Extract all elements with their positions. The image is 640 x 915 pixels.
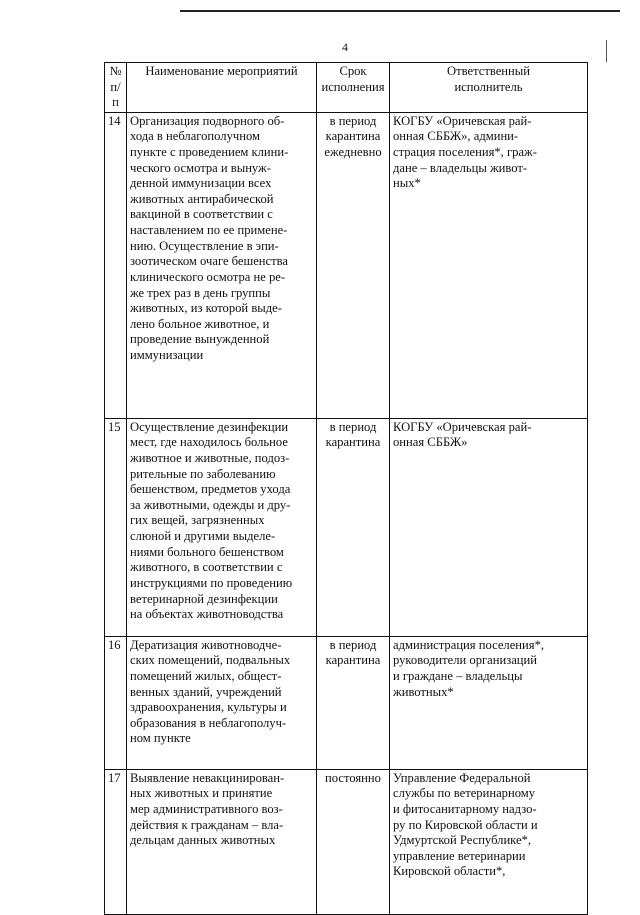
- edge-mark: [606, 40, 607, 62]
- row-name: Выявление невакцинирован- ных животных и принятие мер административного воз- действия к гражданам – вла- дельцам данных животных: [127, 769, 317, 914]
- header-name: Наименование мероприятий: [127, 63, 317, 113]
- row-responsible: КОГБУ «Оричевская рай- онная СББЖ», админи- страция поселения*, граж- дане – владельцы живот- ных*: [390, 112, 588, 418]
- table-header-row: [105, 63, 588, 113]
- row-responsible: КОГБУ «Оричевская рай- онная СББЖ»: [390, 418, 588, 636]
- header-term: Срок исполнения: [317, 63, 390, 113]
- row-term: в период карантина ежедневно: [317, 112, 390, 418]
- row-num: 15: [105, 418, 127, 636]
- row-num: 16: [105, 636, 127, 769]
- table-row: [105, 769, 588, 914]
- table-row: [105, 636, 588, 769]
- header-num: № п/п: [105, 63, 127, 113]
- row-name: Дератизация животноводче- ских помещений, подвальных помещений жилых, общест- венных зданий, учреждений здравоохранения, культуры и образования в неблагополуч- ном пункте: [127, 636, 317, 769]
- page-number: 4: [342, 40, 348, 54]
- row-term: в период карантина: [317, 418, 390, 636]
- top-rule: [180, 10, 620, 12]
- row-name: Осуществление дезинфекции мест, где находилось больное животное и животные, подоз- рительные по заболеванию бешенством, предметов ухода за животными, одежды и дру- гих вещей, загрязненных слюной и другими выделе- ниями больного бешенством животного, в соответствии с инструкциями по проведению ветеринарной дезинфекции на объектах животноводства: [127, 418, 317, 636]
- header-responsible: Ответственный исполнитель: [390, 63, 588, 113]
- row-responsible: Управление Федеральной службы по ветеринарному и фитосанитарному надзо- ру по Кировской области и Удмуртской Республике*, управление ветеринарии Кировской области*,: [390, 769, 588, 914]
- row-num: 14: [105, 112, 127, 418]
- measures-table: [104, 62, 588, 915]
- row-term: в период карантина: [317, 636, 390, 769]
- row-responsible: администрация поселения*, руководители организаций и граждане – владельцы животных*: [390, 636, 588, 769]
- row-term: постоянно: [317, 769, 390, 914]
- table-row: [105, 112, 588, 418]
- table-row: [105, 418, 588, 636]
- row-num: 17: [105, 769, 127, 914]
- row-name: Организация подворного об- хода в неблагополучном пункте с проведением клини- ческого осмотра и вынуж- денной иммунизации всех животных антирабической вакциной в соответствии с наставлением по ее примене- нию. Осуществление в эпи- зоотическом очаге бешенства клинического осмотра не ре- же трех раз в день группы животных, из которой выде- лено больное животное, и проведение вынужденной иммунизации: [127, 112, 317, 418]
